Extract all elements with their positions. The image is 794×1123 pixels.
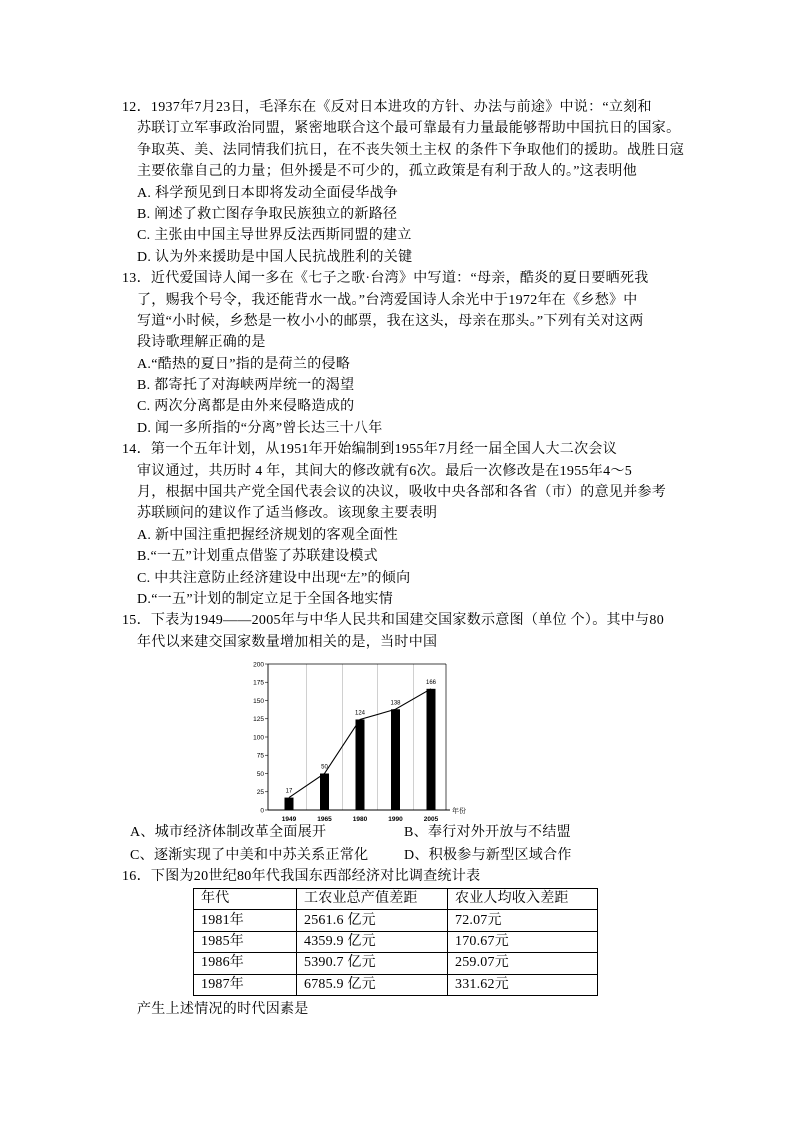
option-d: D.“一五”计划的制定立足于全国各地实情: [137, 591, 394, 607]
x-tick-label: 1965: [317, 816, 332, 823]
data-label: 17: [285, 788, 293, 795]
table-cell: 1987年: [194, 974, 297, 995]
question-stem-line: 苏联订立军事政治同盟，紧密地联合这个最可靠最有力量最能够帮助中国抗日的国家。: [137, 121, 681, 137]
bar-1990: [391, 709, 400, 810]
table-cell: 1981年: [194, 910, 297, 931]
question-stem-line: 14．第一个五年计划，从1951年开始编制到1955年7月经一届全国人大二次会议: [122, 442, 617, 458]
table-cell: 1986年: [194, 953, 297, 974]
chart-canvas: [240, 655, 475, 830]
option-a: A、城市经济体制改革全面展开: [130, 825, 327, 840]
table-cell: 6785.9 亿元: [297, 974, 448, 995]
question-16-stem: 16．下图为20世纪80年代我国东西部经济对比调查统计表: [122, 869, 481, 884]
y-tick-label: 100: [253, 734, 264, 742]
bar-1949: [285, 798, 294, 810]
table-cell: 72.07元: [448, 910, 598, 931]
table-cell: 2561.6 亿元: [297, 910, 448, 931]
question-stem-line: 审议通过，共历时 4 年，其间大的修改就有6次。最后一次修改是在1955年4～5: [137, 463, 632, 479]
option-b: B. 都寄托了对海峡两岸统一的渴望: [137, 378, 355, 394]
table-cell: 5390.7 亿元: [297, 953, 448, 974]
y-tick-label: 125: [253, 716, 264, 724]
question-flow: [122, 97, 722, 653]
table-cell: 170.67元: [448, 931, 598, 952]
table-row: [194, 953, 598, 974]
question-15: [122, 610, 722, 653]
question-stem-line: 年代以来建交国家数量增加相关的是，当时中国: [137, 634, 438, 650]
x-axis-label: 年份: [452, 808, 466, 815]
question-stem-line: 13．近代爱国诗人闻一多在《七子之歌·台湾》中写道：“母亲，酷炎的夏日要晒死我: [122, 271, 649, 287]
question-stem-line: 月，根据中国共产党全国代表会议的决议，吸收中央各部和各省（市）的意见并参考: [137, 485, 667, 501]
table-header-row: [194, 889, 598, 910]
question-stem-line: 12．1937年7月23日，毛泽东在《反对日本进攻的方针、办法与前途》中说：“立刻和: [122, 100, 652, 115]
diplomatic-relations-chart: [240, 655, 475, 830]
option-b: B、奉行对外开放与不结盟: [404, 825, 571, 840]
question-14: [122, 439, 722, 610]
x-tick-label: 1990: [388, 816, 403, 823]
table-header-cell: 工农业总产值差距: [297, 889, 448, 910]
y-tick-label: 150: [253, 697, 264, 705]
question-13: [122, 268, 722, 439]
table-cell: 331.62元: [448, 974, 598, 995]
bar-1980: [356, 719, 365, 810]
option-c: C、逐渐实现了中美和中苏关系正常化: [130, 848, 369, 863]
option-c: C. 中共注意防止经济建设中出现“左”的倾向: [137, 570, 411, 586]
question-stem-line: 争取英、美、法同情我们抗日，在不丧失领土主权 的条件下争取他们的援助。战胜日寇: [137, 142, 685, 158]
option-d: D、积极参与新型区域合作: [404, 848, 572, 863]
y-tick-label: 75: [256, 752, 264, 760]
table-cell: 1985年: [194, 931, 297, 952]
question-16-prompt: 产生上述情况的时代因素是: [137, 1002, 309, 1017]
question-stem-line: 了，赐我个号令，我还能背水一战。”台湾爱国诗人余光中于1972年在《乡愁》中: [137, 292, 638, 308]
question-stem-line: 15．下表为1949——2005年与中华人民共和国建交国家数示意图（单位 个）。其中与80: [122, 613, 664, 629]
option-d: D. 闻一多所指的“分离”曾长达三十八年: [137, 420, 383, 436]
table-row: [194, 974, 598, 995]
east-west-economic-gap-table: [193, 888, 598, 996]
table-cell: 4359.9 亿元: [297, 931, 448, 952]
table-row: [194, 910, 598, 931]
table-row: [194, 931, 598, 952]
data-label: 50: [321, 764, 328, 771]
y-tick-label: 50: [256, 770, 264, 778]
option-a: A.“酷热的夏日”指的是荷兰的侵略: [137, 356, 351, 372]
bar-1965: [320, 774, 329, 811]
option-c: C. 两次分离都是由外来侵略造成的: [137, 399, 355, 415]
question-stem-line: 苏联顾问的建议作了适当修改。该现象主要表明: [137, 506, 438, 522]
y-tick-label: 200: [253, 661, 264, 669]
question-stem-line: 段诗歌理解正确的是: [137, 335, 266, 351]
y-tick-label: 25: [256, 789, 264, 797]
x-tick-label: 1949: [281, 816, 297, 823]
question-stem-line: 写道“小时候，乡愁是一枚小小的邮票，我在这头，母亲在那头。”下列有关对这两: [137, 313, 644, 329]
option-a: A. 科学预见到日本即将发动全面侵华战争: [137, 185, 399, 201]
table-cell: 259.07元: [448, 953, 598, 974]
question-12: [122, 97, 722, 268]
bar-2005: [427, 689, 436, 810]
option-c: C. 主张由中国主导世界反法西斯同盟的建立: [137, 228, 412, 244]
table-header-cell: 农业人均收入差距: [448, 889, 598, 910]
x-tick-label: 2005: [423, 816, 439, 823]
y-tick-label: 0: [260, 807, 264, 815]
question-stem-line: 主要依靠自己的力量；但外援是不可少的，孤立政策是有利于敌人的。”这表明他: [137, 164, 638, 180]
option-b: B.“一五”计划重点借鉴了苏联建设模式: [137, 549, 378, 565]
x-tick-label: 1980: [352, 816, 368, 823]
option-d: D. 认为外来援助是中国人民抗战胜利的关键: [137, 249, 413, 265]
option-a: A. 新中国注重把握经济规划的客观全面性: [137, 527, 399, 543]
data-label: 166: [425, 679, 437, 686]
data-label: 138: [390, 700, 401, 707]
table-header-cell: 年代: [194, 889, 297, 910]
y-tick-label: 175: [253, 679, 264, 687]
data-label: 124: [354, 710, 366, 717]
option-b: B. 阐述了救亡图存争取民族独立的新路径: [137, 206, 398, 222]
